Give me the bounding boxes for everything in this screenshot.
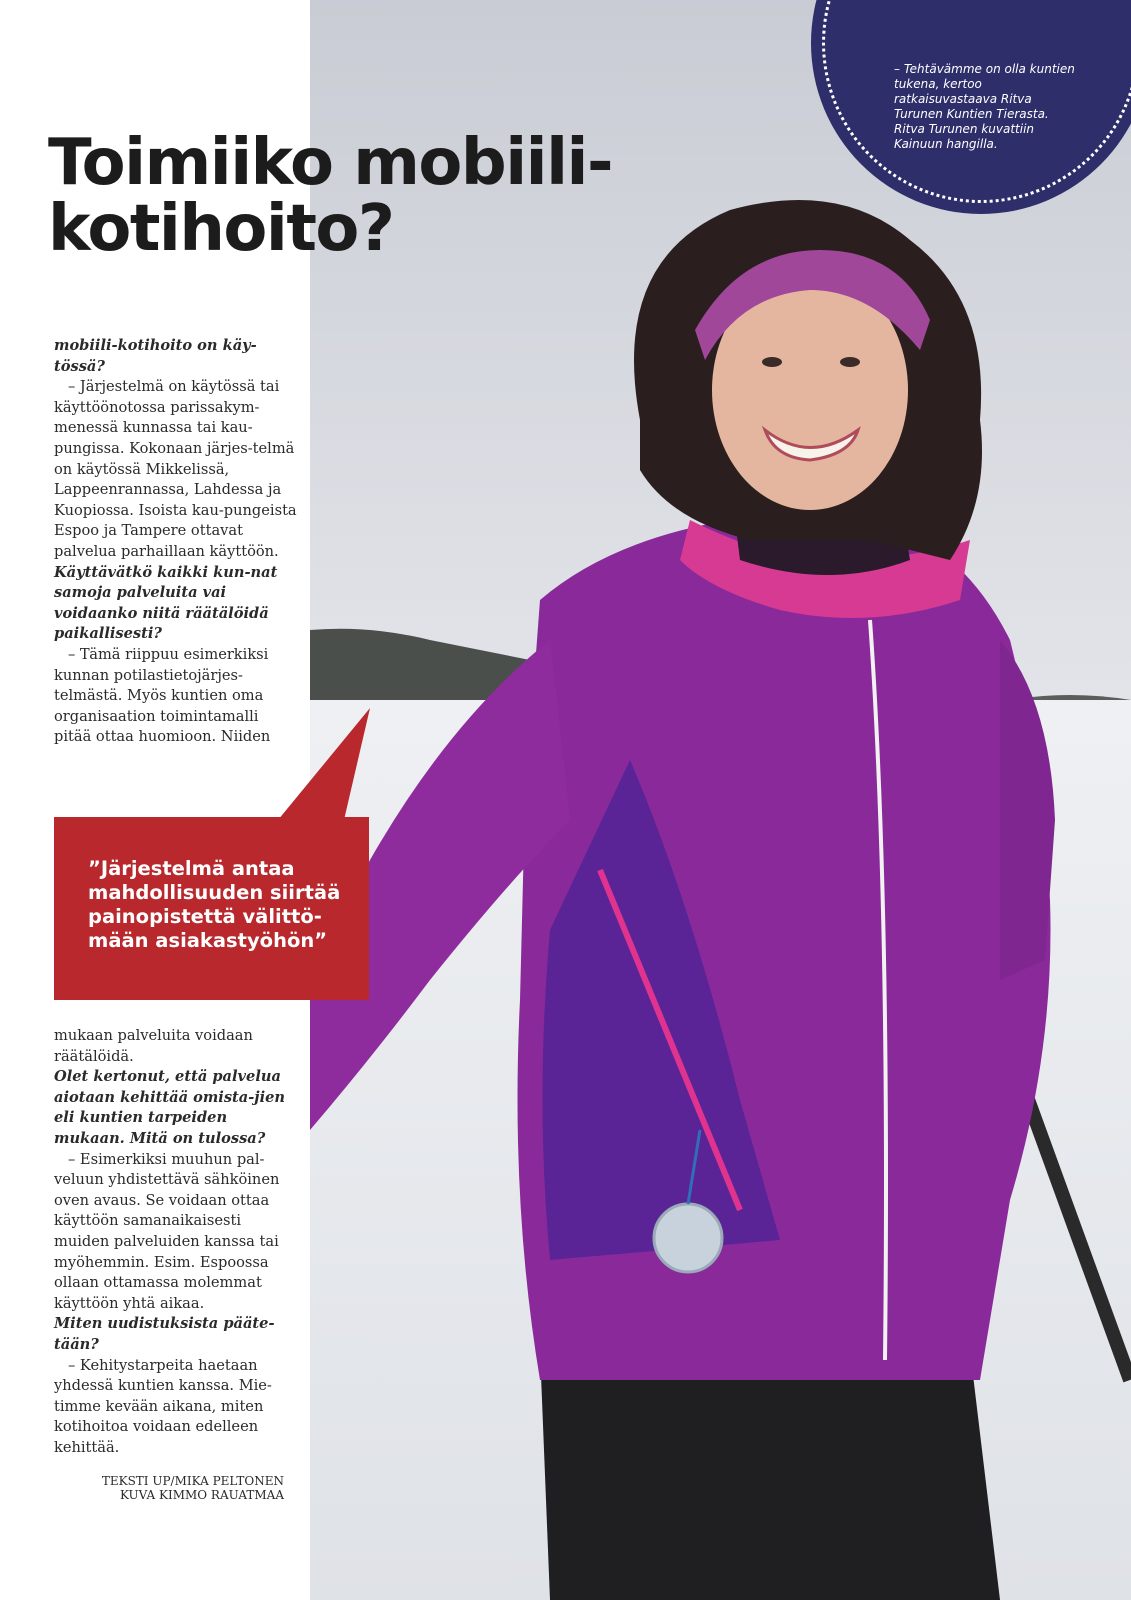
photo-caption: – Tehtävämme on olla kuntien tukena, kertoo ratkaisuvastaava Ritva Turunen Kuntien Tierasta. Ritva Turunen kuvattiin Kainuun hangilla. [894, 62, 1075, 151]
pullquote-box [54, 817, 369, 1000]
credit-text: TEKSTI UP/MIKA PELTONEN [101, 1474, 284, 1488]
credits [54, 1474, 284, 1502]
headline [48, 126, 668, 266]
headline-line-1: Toimiiko mobiili- [48, 126, 612, 200]
medal [654, 1204, 722, 1272]
continuation: mukaan palveluita voidaan räätälöidä. [54, 1027, 253, 1065]
answer-3: – Esimerkiksi muuhun pal-veluun yhdistettävä sähköinen oven avaus. Se voidaan ottaa käyttöön samanaikaisesti muiden palveluiden kanssa tai myöhemmin. Esim. Espoossa ollaan ottamassa molemmat käyttöön yhtä aikaa. [54, 1150, 280, 1312]
answer-1: – Järjestelmä on käytössä tai käyttöönotossa parissakym-menessä kunnassa tai kau-pungissa. Kokonaan järjes-telmä on käytössä Mikkelissä, Lappeenrannassa, Lahdessa ja Kuopiossa. Isoista kau-pungeista Espoo ja Tampere ottavat palvelua parhaillaan käyttöön. [54, 378, 297, 560]
question-1: mobiili-kotihoito on käy-tössä? [54, 337, 257, 375]
pullquote-tail [270, 708, 370, 820]
question-4: Miten uudistuksista pääte-tään? [54, 1315, 275, 1353]
eye-right [840, 357, 860, 367]
pullquote-text: ”Järjestelmä antaa mahdollisuuden siirtää painopistettä välittö-mään asiakastyöhön” [88, 857, 341, 952]
answer-4: – Kehitystarpeita haetaan yhdessä kuntien kanssa. Mie-timme kevään aikana, miten kotihoitoa voidaan edelleen kehittää. [54, 1356, 272, 1456]
article-column-1 [54, 336, 299, 748]
article-column-2 [54, 1026, 299, 1458]
question-3: Olet kertonut, että palvelua aiotaan kehittää omista-jien eli kuntien tarpeiden mukaan. Mitä on tulossa? [54, 1068, 286, 1147]
pants [540, 1350, 1000, 1600]
credit-photo: KUVA KIMMO RAUATMAA [120, 1488, 284, 1502]
eye-left [762, 357, 782, 367]
answer-2: – Tämä riippuu esimerkiksi kunnan potilastietojärjes-telmästä. Myös kuntien oma organisaation toimintamalli pitää ottaa huomioon. Niiden [54, 645, 271, 746]
question-2: Käyttävätkö kaikki kun-nat samoja palveluita vai voidaanko niitä räätälöidä paikallisesti? [54, 563, 278, 643]
headline-line-2: kotihoito? [48, 192, 394, 266]
